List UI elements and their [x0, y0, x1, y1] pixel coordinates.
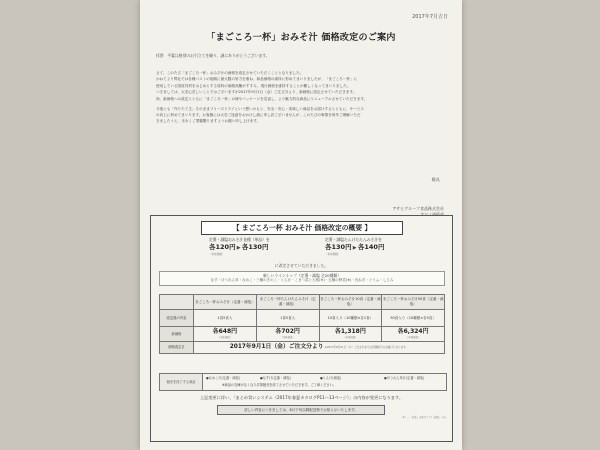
- price-revision-summary: [150, 215, 453, 442]
- table-header-row: [160, 295, 445, 310]
- revision-date: 2017年9月1日（金）ご注文分より: [229, 343, 324, 350]
- lineup-flavors: なす・ほうれん草・なめこ・三種のきのこ・とん汁・こまつ菜と大根(※)・五種の野菜(※)・長ねぎ・とうふ・しじみ: [210, 278, 394, 283]
- body-line: かねてより弊社では各種コストの削減に最大限の努力を重ね、商品価格の維持に努めてまいりましたが、「まごころ一杯」に: [156, 77, 358, 82]
- discontinued-products: [159, 373, 447, 391]
- new-price-value: 各702円: [275, 328, 300, 336]
- body-line: 使用している国産具材をはじめとする原料の価格高騰がすすみ、現行価格を維持することが難しくなってまいりました。: [156, 83, 351, 88]
- price-change-label: 定番・減塩たんけたたんみそ汁を: [325, 237, 382, 242]
- price-cell: [194, 327, 257, 342]
- price-cell: [256, 327, 319, 342]
- discontinued-item: ●とん汁(減塩): [320, 376, 342, 380]
- new-price-value: 各6,324円: [397, 328, 429, 336]
- content-cell: 1食5食入: [256, 310, 319, 327]
- content-cell: 10食入り（10種類×各1食）: [319, 310, 382, 327]
- discontinued-item: ●なめこ汁(定番・減塩): [206, 376, 240, 380]
- new-price: 各140円: [357, 243, 385, 252]
- lineup-title: 新しいラインナップ（定番・減塩 全20種類）: [263, 273, 341, 278]
- catalog-change-note: 上記変更に伴い、「まとめ買いシステム（2017年春夏カタログP11〜13ページ）」の内容が変更になります。: [199, 395, 404, 400]
- discontinued-note: ※商品の在庫がなくなり次第販売を終了させていただきます。ご了承ください。: [222, 383, 336, 387]
- body-line: さて、このたび「まごころ一杯」おみそ汁の価格を改定させていただくこととなりました。: [156, 71, 304, 75]
- revision-date-cell: [194, 342, 445, 354]
- row-label: 価格改定日: [160, 342, 194, 354]
- column-header: まごころ一杯おみそ汁50食（定番・減塩）: [382, 295, 445, 310]
- price-cell: [382, 327, 445, 342]
- letter-body: [156, 71, 448, 126]
- footnote: （※）…「定番」は新タイプ/「減塩」のみ: [400, 416, 446, 419]
- detail-note-box: 詳しい内容につきましては、8月下旬以降配送物でお知らせいたします。: [217, 405, 385, 415]
- table-row: [160, 342, 445, 354]
- column-header: まごころ一杯おみそ汁10食（定番・減塩）: [319, 295, 382, 310]
- tax-note: （本体価格）: [343, 336, 358, 340]
- body-line: の向上に努めてまいります。お客様には大変ご迷惑をおかけし誠に申し訳ございませんが、このたびの事情を何卒ご理解いただ: [156, 113, 361, 118]
- tax-note: （本体価格）: [325, 252, 341, 256]
- body-line: きましたうえ、末永くご愛顧賜りますようお願い申し上げます。: [156, 119, 261, 124]
- price-table: [159, 294, 445, 354]
- content-cell: 50食入り（10種類×各5食）: [382, 310, 445, 327]
- old-price: 各130円: [325, 243, 352, 252]
- arrow-right-icon: ▶: [352, 245, 357, 252]
- column-header: まごころ一杯たんけたんみそ汁（定番・減塩）: [256, 295, 319, 310]
- letter-date: 2017年7月吉日: [412, 14, 448, 20]
- row-label: 改定後の内容: [160, 310, 194, 327]
- revision-date-note: ※2017年8月31日（木）ご注文分までは旧価格でのお届けとなります。: [324, 345, 409, 349]
- tax-note: （本体価格）: [217, 336, 233, 340]
- tax-note: （本体価格）: [405, 336, 421, 340]
- new-lineup-box: [159, 271, 445, 286]
- notice-letter: [140, 0, 462, 450]
- old-price: 各120円: [209, 243, 236, 252]
- body-line: 今後とも「作りたて生」そのままフリーズドライという想いのもと、安全・安心・美味しい商品をお届けするとともに、サービス: [156, 106, 365, 111]
- company-name: アサヒグループ食品株式会社: [392, 206, 444, 211]
- price-change-tanketan: [325, 237, 384, 256]
- discontinued-item: ●ほうれん草汁(定番・減塩): [384, 376, 425, 380]
- table-corner: [160, 295, 194, 310]
- price-change-standard: [209, 237, 270, 256]
- table-row: [160, 327, 445, 342]
- body-line: つきましては、大変心苦しいことではございますが2017年9月1日（金）ご注文分より、新価格に改定させていただきます。: [156, 90, 357, 95]
- changed-text: に改定させていただきました。: [274, 263, 329, 268]
- letter-greeting: 拝啓 平素は格別のお引立てを賜り、誠にありがとうございます。: [156, 53, 270, 58]
- new-price-value: 各1,318円: [334, 328, 366, 336]
- discontinued-label: 販売を終了する商品: [160, 374, 203, 390]
- discontinued-item: ●なす汁(定番・減塩): [260, 376, 291, 380]
- new-price: 各130円: [241, 243, 269, 252]
- body-line: 尚、新価格への改定とともに「まごころ一杯」の味やパッケージを見直し、より魅力的な商品にリニューアルさせていただきます。: [156, 96, 368, 101]
- content-cell: 1食5食入: [194, 310, 257, 327]
- arrow-right-icon: ▶: [236, 245, 241, 252]
- column-header: まごころ一杯おみそ汁（定番・減塩）: [194, 295, 257, 310]
- new-price-value: 各648円: [212, 328, 238, 336]
- table-row: [160, 310, 445, 327]
- row-label: 新価格: [160, 327, 194, 342]
- summary-title: 【 まごころ一杯 おみそ汁 価格改定の概要 】: [201, 221, 403, 235]
- tax-note: （本体価格）: [209, 252, 225, 256]
- tax-note: （本体価格）: [280, 336, 295, 340]
- letter-title: 「まごころ一杯」おみそ汁 価格改定のご案内: [206, 33, 396, 43]
- price-cell: [319, 327, 382, 342]
- price-change-label: 定番・減塩おみそ汁各種（単品）を: [209, 237, 270, 242]
- letter-closing: 敬具: [431, 177, 440, 182]
